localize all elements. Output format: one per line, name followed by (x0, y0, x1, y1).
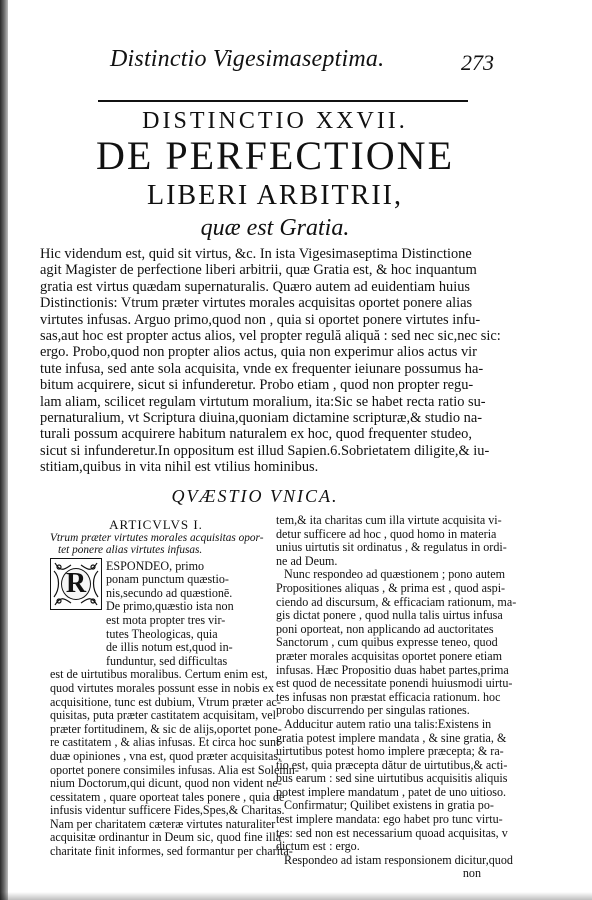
intro-line: turali possum acquirere habitum naturalem ex hoc, quod frequenter studeo, (40, 426, 472, 443)
body-line: quod virtutes morales possunt esse in nobis ex (50, 680, 275, 695)
ornamental-initial (50, 558, 102, 610)
body-line: gis dictat ponere , quod nulla talis uirtus infusa (276, 608, 503, 623)
body-line: præter morales acquisitas oportet ponere etiam (276, 648, 503, 663)
body-line: poni oporteat, non applicando ad auctoritates (276, 621, 494, 636)
body-line: re castitatem , & alias infusas. Et circa hoc sunt (50, 735, 280, 750)
body-line: infusas. Hæc Propositio duas habet partes,prima (276, 662, 509, 677)
intro-line: tute infusa, sed ante sola acquisita, vnde ex frequenter ieiunare possumus ha- (40, 360, 484, 377)
body-line: potest implere mandatum , patet de uno uitioso. (276, 784, 507, 799)
body-line: detur sufficere ad hoc , quod homo in materia (276, 526, 497, 541)
article-title-line: tet ponere alias virtutes infusas. (58, 543, 203, 556)
body-line: funduntur, sed difficultas (106, 653, 228, 668)
body-line: acquisitione, tunc est dubium, Vtrum præter ac- (50, 694, 281, 709)
article-title-line: Vtrum præter virtutes morales acquisitas opor- (50, 531, 264, 544)
body-line: Confirmatur; Quilibet existens in gratia po- (284, 798, 494, 813)
body-line: infusis videntur sufficere Fides,Spes,& Charitas. (50, 803, 285, 818)
body-line: test implere mandata: ego habet pro tunc virtu- (276, 812, 503, 827)
page-gutter-shadow (0, 0, 8, 900)
body-line: duæ opiniones , vna est, quod præter acquisitas, (50, 748, 282, 763)
intro-line: agit Magister de perfectione liberi arbitrii, quæ Gratia est, & hoc inquantum (40, 262, 477, 279)
body-line: charitate finit informes, sed formantur per charita- (50, 844, 293, 859)
body-line: ponam punctum quæstio- (106, 572, 229, 587)
title-line-1: DE PERFECTIONE (96, 133, 454, 178)
body-line: unius uirtutis sit ordinatus , & regulatus in ordi- (276, 540, 507, 555)
intro-line: stitiam,quibus in vita nihil est vtilius hominibus. (40, 459, 319, 476)
body-line: cessitatem , quare oporteat tales ponere , quia de (50, 789, 285, 804)
left-column (50, 514, 299, 859)
body-line: ne ad Deum. (276, 553, 338, 568)
body-line: tio est, quia præcepta dătur de uirtutibus,& acti- (276, 757, 508, 772)
body-line: est de uirtutibus moralibus. Certum enim est, (50, 667, 268, 682)
initial-letter: R (61, 568, 91, 600)
distinction-heading: DISTINCTIO XXVII. (142, 108, 408, 134)
intro-line: Hic videndum est, quid sit virtus, &c. In ista Vigesimaseptima Distinctione (40, 246, 472, 262)
body-line: nis,secundo ad quæstionē. (106, 585, 233, 600)
body-line: ciendo ad discursum, & efficaciam rationum, ma- (276, 594, 517, 609)
intro-line: pernaturalium, vt Scriptura diuina,quoniam dictamine scripturæ,& studio na- (40, 410, 483, 427)
intro-line: bitum acquirere, sicut si infunderetur. Probo etiam , quod non propter regu- (40, 377, 474, 394)
title-line-3: quæ est Gratia. (200, 215, 350, 241)
body-line: Nam per charitatem cæteræ virtutes naturaliter (50, 816, 276, 831)
body-line: tes: sed non est necessarium quoad acquisitas, v (276, 825, 508, 840)
intro-line: ergo. Probo,quod non propter alios actus, quia non experimur alios actus vir (40, 344, 477, 361)
page-bottom-shadow (0, 892, 592, 900)
body-line: bus earum : sed sine uirtutibus acquisitis aliquis (276, 771, 508, 786)
right-column (276, 513, 517, 881)
body-line: Sanctorum , cum quibus expresse teneo, quod (276, 635, 498, 650)
article-heading: ARTICVLVS I. (109, 517, 203, 532)
running-head: Distinctio Vigesimaseptima. (110, 46, 385, 72)
intro-line: sas,aut hoc est propter actus alios, vel propter regulă aliquă : sed nec sic,nec sic: (40, 328, 501, 345)
body-line: est mota propter tres vir- (106, 612, 226, 627)
body-line: Nunc respondeo ad quæstionem ; pono autem (284, 567, 506, 582)
body-line: tem,& ita charitas cum illa virtute acquisita vi- (276, 513, 502, 527)
body-line: quisitas, puta præter castitatem acquisitam, vel (50, 708, 277, 723)
body-line: probo discurrendo per singulas rationes. (276, 703, 470, 718)
body-line: est quod de necessitate ponendi huiusmodi uirtu- (276, 676, 513, 691)
page-number: 273 (461, 50, 494, 75)
body-line: Adducitur autem ratio una talis:Existens in (284, 716, 492, 731)
header-rule (98, 100, 468, 102)
intro-line: lam aliam, scilicet regulam virtutum moralium, ita:Sic se habet recta ratio su- (40, 393, 486, 410)
title-line-2: LIBERI ARBITRII, (147, 180, 403, 211)
body-line: ESPONDEO, primo (106, 558, 205, 573)
body-line: De primo,quæstio ista non (106, 599, 234, 614)
body-line: præter fortitudinem, & sic de alijs,oportet pone- (50, 721, 282, 736)
body-line: dictum est : ergo. (276, 839, 360, 854)
body-line: de illis notum est,quod in- (106, 640, 233, 655)
body-line: tes infusas non præstat efficacia rationum. hoc (276, 689, 501, 704)
intro-line: virtutes infusas. Arguo primo,quod non , quia si oportet ponere virtutes infu- (40, 311, 481, 328)
catchword: non (462, 866, 481, 881)
body-line: uirtutibus potest homo implere præcepta; & ra- (276, 744, 504, 759)
body-line: nium Doctorum,qui dicunt, quod non vident ne- (50, 776, 282, 791)
intro-line: gratia est virtus quædam supernaturalis. Quæro autem ad euidentiam huius (40, 278, 471, 295)
body-line: Respondeo ad istam responsionem dicitur,quod (284, 852, 513, 867)
body-line: acquisitæ ordinantur in Deum sic, quod fine illa (50, 830, 282, 845)
intro-paragraph (40, 246, 501, 476)
body-line: Propositiones aliquas , & prima est , quod aspi- (276, 580, 506, 595)
body-line: tutes Theologicas, quia (106, 626, 218, 641)
body-line: gratia potest implere mandata , & sine gratia, & (276, 730, 507, 745)
intro-line: Distinctionis: Vtrum præter virtutes morales acquisitas oportet ponere alias (40, 295, 473, 312)
questio-heading: QVÆSTIO VNICA. (171, 486, 339, 506)
body-line: oportet ponere consimiles infusas. Alia est Solemn- (50, 762, 299, 777)
intro-line: sicut si infunderetur.In oppositum est illud Sapien.6.Sobrietatem diligite,& iu- (40, 442, 490, 459)
